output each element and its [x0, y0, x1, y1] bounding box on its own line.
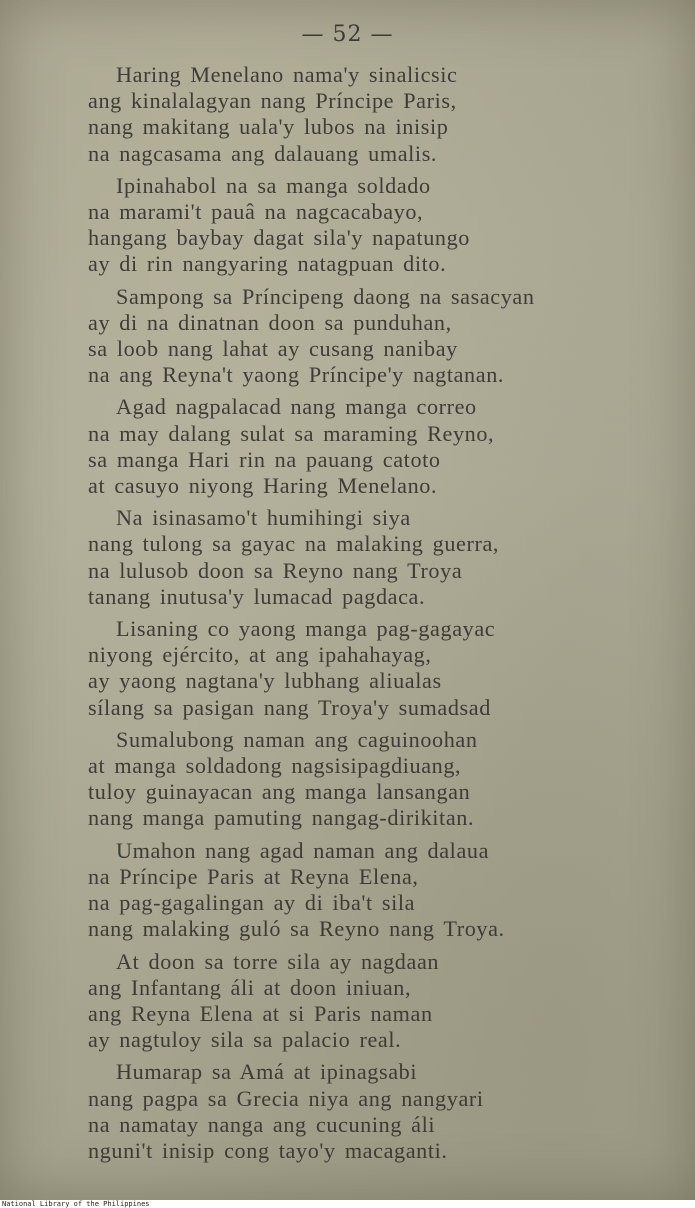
verse-line: Sumalubong naman ang caguinoohan — [116, 726, 478, 752]
verse-line: na Príncipe Paris at Reyna Elena, — [88, 863, 419, 889]
verse-line: Sampong sa Príncipeng daong na sasacyan — [116, 283, 535, 309]
verse-line: ang Reyna Elena at si Paris naman — [88, 1000, 433, 1026]
verse-line: At doon sa torre sila ay nagdaan — [116, 948, 440, 974]
verse-line: Lisaning co yaong manga pag-gagayac — [116, 616, 496, 642]
stanza — [88, 284, 688, 389]
verse-line: nang tulong sa gayac na malaking guerra, — [88, 531, 500, 557]
verse-line: Haring Menelano nama'y sinalicsic — [116, 62, 458, 87]
stanza — [88, 727, 688, 832]
verse-line: nang makitang uala'y lubos na inisip — [88, 114, 449, 140]
verse-line: ay di rin nangyaring natagpuan dito. — [88, 251, 447, 277]
verse-line: Agad nagpalacad nang manga correo — [116, 394, 477, 420]
poem-text — [88, 62, 688, 1170]
stanza — [88, 949, 688, 1054]
verse-line: at manga soldadong nagsisipagdiuang, — [88, 753, 462, 779]
verse-line: nguni't inisip cong tayo'y macaganti. — [88, 1137, 448, 1163]
verse-line: na may dalang sulat sa maraming Reyno, — [88, 420, 495, 446]
verse-line: ay nagtuloy sila sa palacio real. — [88, 1027, 402, 1053]
verse-line: hangang baybay dagat sila'y napatungo — [88, 225, 470, 251]
verse-line: na lulusob doon sa Reyno nang Troya — [88, 557, 463, 583]
verse-line: ay di na dinatnan doon sa punduhan, — [88, 309, 452, 335]
verse-line: na nagcasama ang dalauang umalis. — [88, 140, 438, 166]
verse-line: sílang sa pasigan nang Troya'y sumadsad — [88, 694, 491, 720]
verse-line: Umahon nang agad naman ang dalaua — [116, 837, 490, 863]
verse-line: sa loob nang lahat ay cusang nanibay — [88, 336, 458, 362]
stanza — [88, 1059, 688, 1164]
library-watermark: National Library of the Philippines — [2, 1200, 150, 1208]
verse-line: Na isinasamo't humihingi siya — [116, 505, 411, 531]
verse-line: ay yaong nagtana'y lubhang aliualas — [88, 668, 442, 694]
verse-line: nang malaking guló sa Reyno nang Troya. — [88, 916, 505, 942]
stanza — [88, 616, 688, 721]
verse-line: Humarap sa Amá at ipinagsabi — [116, 1059, 418, 1085]
stanza — [88, 62, 688, 167]
stanza — [88, 173, 688, 278]
verse-line: Ipinahabol na sa manga soldado — [116, 172, 431, 198]
verse-line: ang Infantang áli at doon iniuan, — [88, 974, 412, 1000]
page-number: — 52 — — [301, 22, 394, 47]
verse-line: nang manga pamuting nangag-dirikitan. — [88, 805, 475, 831]
verse-line: na pag-gagalingan ay di iba't sila — [88, 890, 416, 916]
stanza — [88, 505, 688, 610]
stanza — [88, 394, 688, 499]
verse-line: tanang inutusa'y lumacad pagdaca. — [88, 583, 426, 609]
verse-line: tuloy guinayacan ang manga lansangan — [88, 779, 471, 805]
verse-line: at casuyo niyong Haring Menelano. — [88, 473, 438, 499]
verse-line: na namatay nanga ang cucuning áli — [88, 1111, 436, 1137]
stanza — [88, 838, 688, 943]
verse-line: na ang Reyna't yaong Príncipe'y nagtanan. — [88, 362, 505, 388]
verse-line: niyong ejército, at ang ipahahayag, — [88, 642, 432, 668]
verse-line: nang pagpa sa Grecia niya ang nangyari — [88, 1085, 484, 1111]
verse-line: na marami't pauâ na nagcacabayo, — [88, 199, 424, 225]
verse-line: sa manga Hari rin na pauang catoto — [88, 446, 441, 472]
verse-line: ang kinalalagyan nang Príncipe Paris, — [88, 88, 457, 114]
